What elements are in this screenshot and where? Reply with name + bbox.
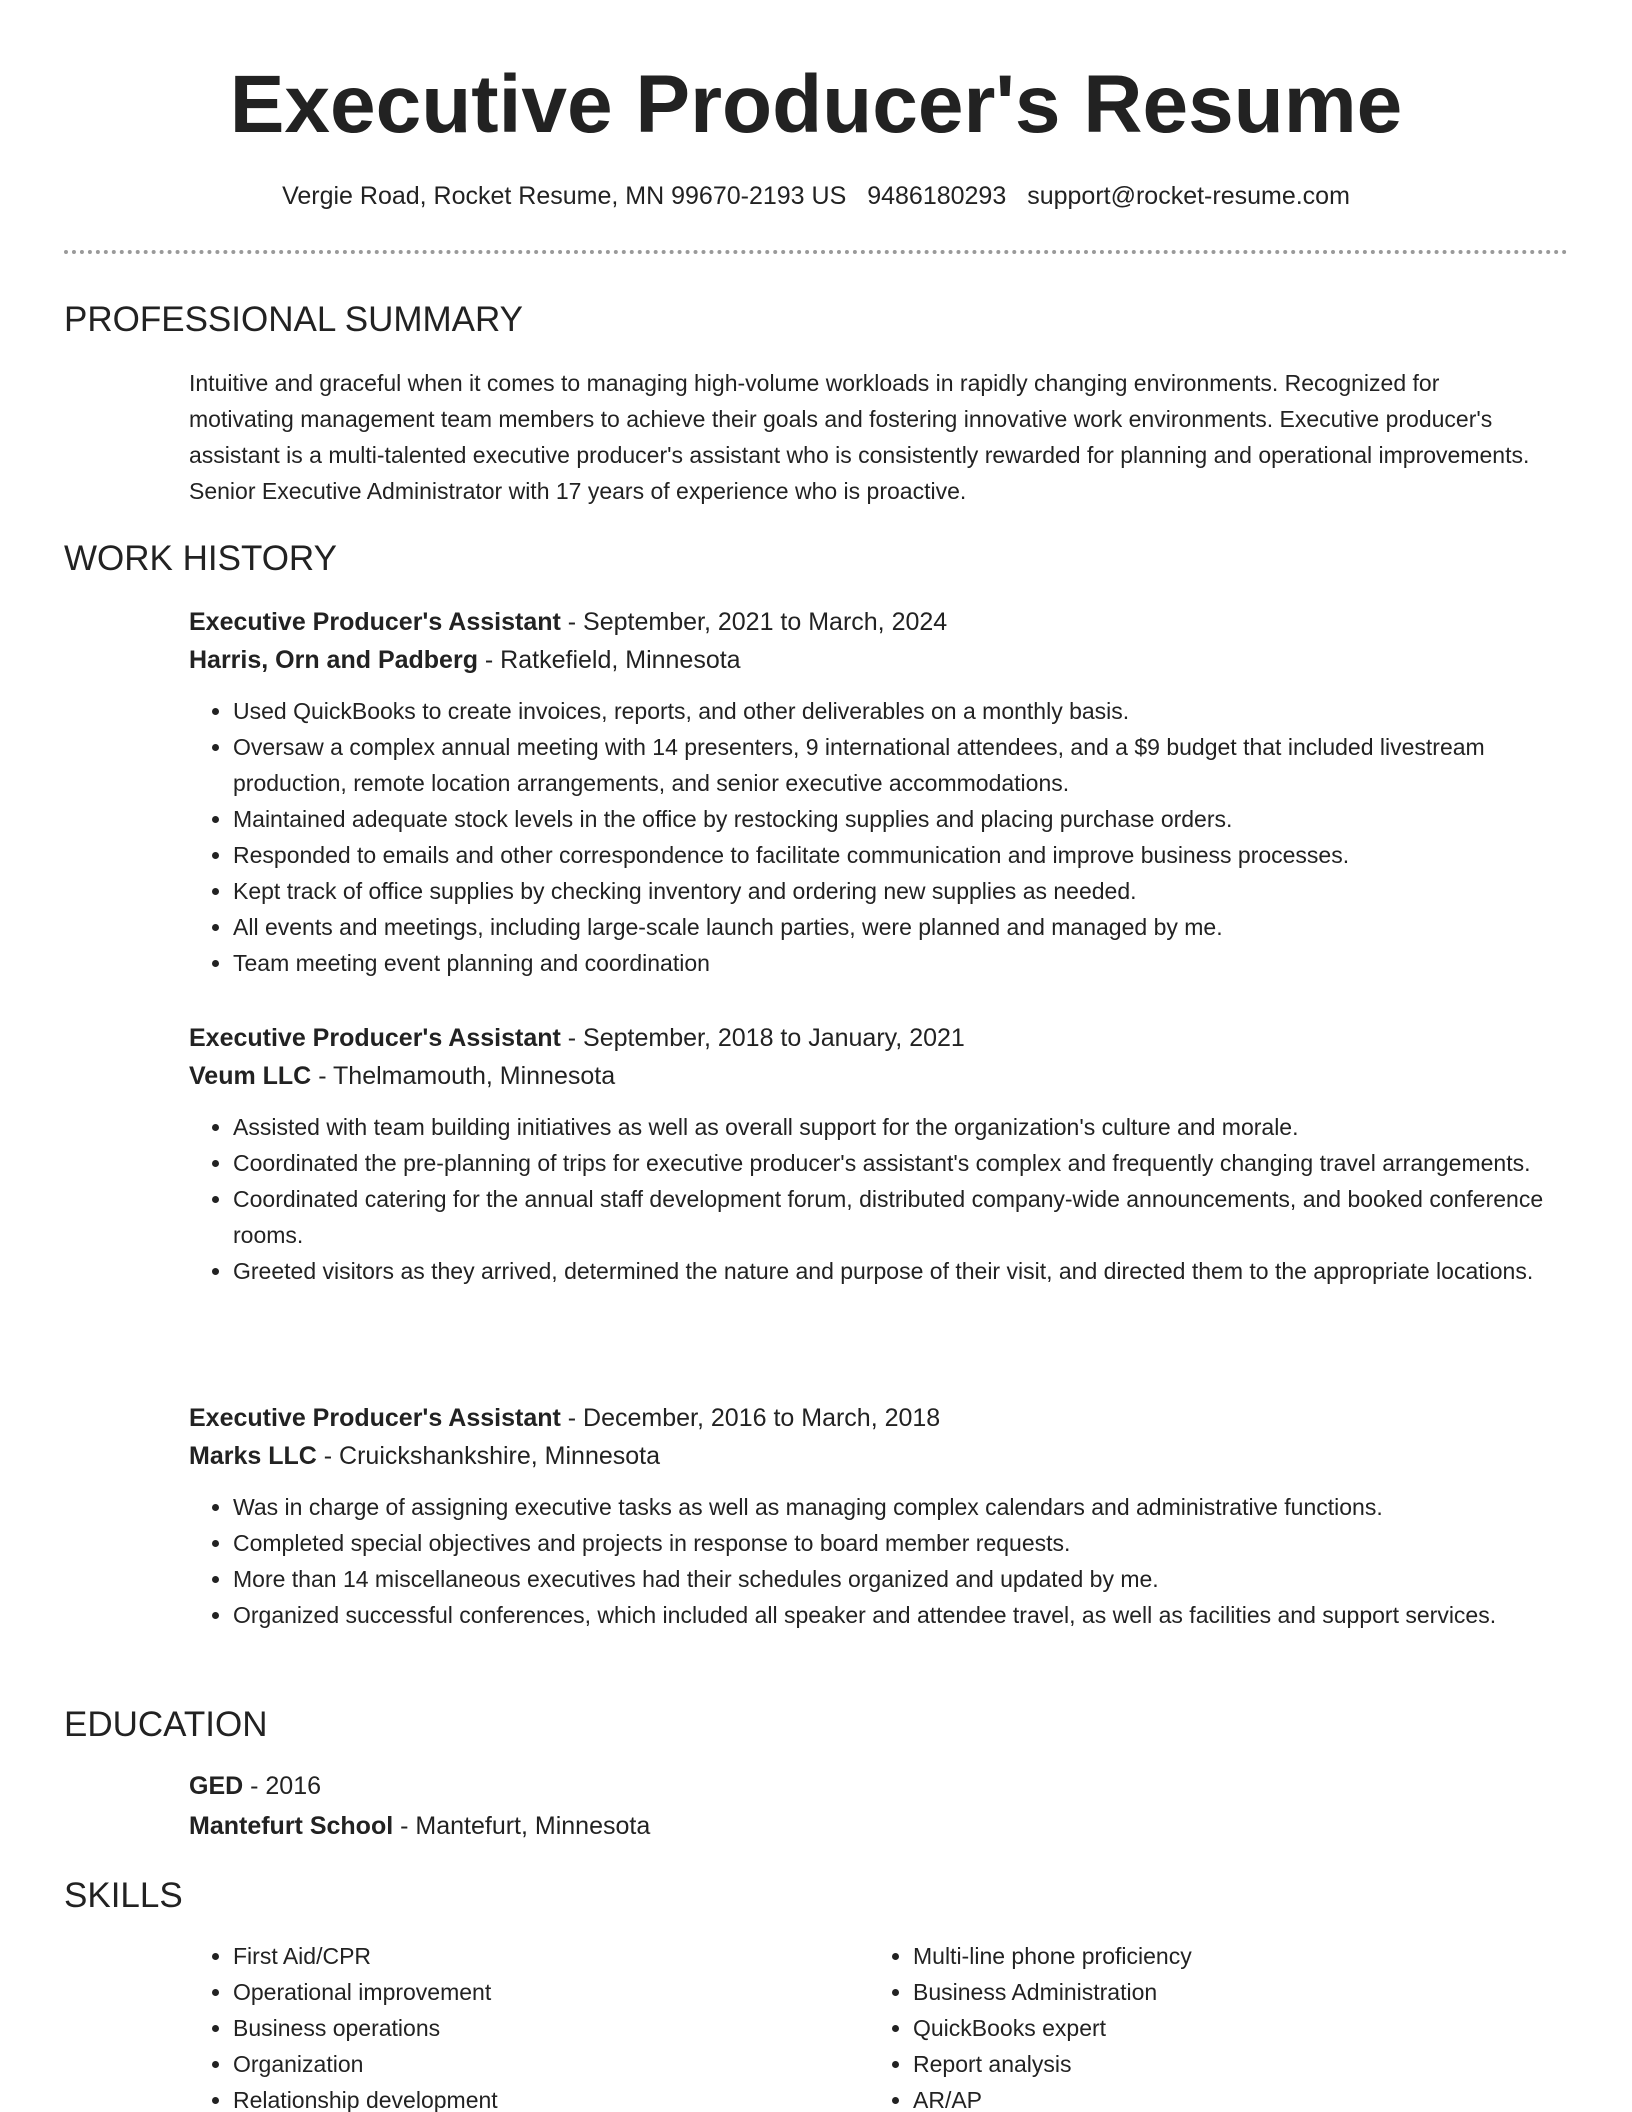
job-company: Harris, Orn and Padberg bbox=[189, 646, 478, 674]
section-title-education: EDUCATION bbox=[64, 1705, 268, 1744]
job-title: Executive Producer's Assistant bbox=[189, 1404, 561, 1432]
skill-item: • AR/AP bbox=[913, 2082, 1192, 2112]
job-entry bbox=[189, 1019, 1549, 1289]
job-bullet: • Used QuickBooks to create invoices, reports, and other deliverables on a monthly basis. bbox=[233, 693, 1549, 729]
job-bullet: • All events and meetings, including large-scale launch parties, were planned and managed by me. bbox=[233, 909, 1549, 945]
job-location: - Ratkefield, Minnesota bbox=[477, 646, 741, 674]
education-year: - 2016 bbox=[243, 1772, 322, 1800]
skill-item: • QuickBooks expert bbox=[913, 2010, 1192, 2046]
job-bullet: • Responded to emails and other correspondence to facilitate communication and improve business processes. bbox=[233, 837, 1549, 873]
job-bullets bbox=[189, 693, 1549, 981]
contact-line bbox=[0, 180, 1632, 212]
job-dates: - December, 2016 to March, 2018 bbox=[560, 1404, 941, 1432]
skill-item: • Relationship development bbox=[233, 2082, 498, 2112]
resume-title: Executive Producer's Resume bbox=[229, 59, 1403, 150]
skill-item: • Multi-line phone proficiency bbox=[913, 1938, 1192, 1974]
job-company: Marks LLC bbox=[189, 1442, 317, 1470]
job-title-line bbox=[189, 603, 1549, 641]
job-bullet: • Kept track of office supplies by checking inventory and ordering new supplies as needed. bbox=[233, 873, 1549, 909]
skill-item: • Business operations bbox=[233, 2010, 498, 2046]
job-bullet: • Assisted with team building initiatives as well as overall support for the organization's culture and morale. bbox=[233, 1109, 1549, 1145]
job-bullet: • Coordinated catering for the annual staff development forum, distributed company-wide announcements, and booked conference rooms. bbox=[233, 1181, 1549, 1253]
skills-column-left bbox=[189, 1938, 498, 2112]
section-title-summary: PROFESSIONAL SUMMARY bbox=[64, 300, 523, 339]
job-title-line bbox=[189, 1399, 1549, 1437]
job-bullet: • Oversaw a complex annual meeting with 14 presenters, 9 international attendees, and a $9 budget that included livestream production, remote location arrangements, and senior executive accommodations. bbox=[233, 729, 1549, 801]
job-title: Executive Producer's Assistant bbox=[189, 1024, 561, 1052]
contact-phone: 9486180293 bbox=[867, 182, 1007, 210]
section-title-work-history: WORK HISTORY bbox=[64, 539, 337, 578]
job-dates: - September, 2018 to January, 2021 bbox=[560, 1024, 965, 1052]
skills-column-right bbox=[869, 1938, 1192, 2112]
job-bullet: • Organized successful conferences, which included all speaker and attendee travel, as well as facilities and support services. bbox=[233, 1597, 1549, 1633]
education-degree: GED bbox=[189, 1772, 244, 1800]
job-title: Executive Producer's Assistant bbox=[189, 608, 561, 636]
job-bullets bbox=[189, 1489, 1549, 1633]
job-bullet: • Completed special objectives and projects in response to board member requests. bbox=[233, 1525, 1549, 1561]
job-dates: - September, 2021 to March, 2024 bbox=[560, 608, 948, 636]
contact-address: Vergie Road, Rocket Resume, MN 99670-2193 US bbox=[282, 182, 847, 210]
job-entry bbox=[189, 1399, 1549, 1633]
job-company-line bbox=[189, 1437, 1549, 1475]
job-location: - Thelmamouth, Minnesota bbox=[311, 1062, 616, 1090]
job-bullet: • Was in charge of assigning executive tasks as well as managing complex calendars and administrative functions. bbox=[233, 1489, 1549, 1525]
skill-item: • Organization bbox=[233, 2046, 498, 2082]
education-school: Mantefurt School bbox=[189, 1812, 394, 1840]
job-company-line bbox=[189, 641, 1549, 679]
skills-list-left bbox=[189, 1938, 498, 2112]
skill-item: • Report analysis bbox=[913, 2046, 1192, 2082]
job-company-line bbox=[189, 1057, 1549, 1095]
job-location: - Cruickshankshire, Minnesota bbox=[316, 1442, 661, 1470]
header-divider bbox=[64, 250, 1568, 254]
job-bullet: • Team meeting event planning and coordination bbox=[233, 945, 1549, 981]
section-title-skills: SKILLS bbox=[64, 1876, 183, 1915]
job-title-line bbox=[189, 1019, 1549, 1057]
education-school-line bbox=[189, 1807, 1549, 1845]
education-degree-line bbox=[189, 1767, 1549, 1805]
skill-item: • Business Administration bbox=[913, 1974, 1192, 2010]
skill-item: • Operational improvement bbox=[233, 1974, 498, 2010]
job-bullets bbox=[189, 1109, 1549, 1289]
job-entry bbox=[189, 603, 1549, 981]
job-bullet: • Greeted visitors as they arrived, determined the nature and purpose of their visit, and directed them to the appropriate locations. bbox=[233, 1253, 1549, 1289]
job-bullet: • Coordinated the pre-planning of trips for executive producer's assistant's complex and frequently changing travel arrangements. bbox=[233, 1145, 1549, 1181]
job-bullet: • More than 14 miscellaneous executives had their schedules organized and updated by me. bbox=[233, 1561, 1549, 1597]
education-location: - Mantefurt, Minnesota bbox=[393, 1812, 651, 1840]
skill-item: • First Aid/CPR bbox=[233, 1938, 498, 1974]
job-bullet: • Maintained adequate stock levels in the office by restocking supplies and placing purchase orders. bbox=[233, 801, 1549, 837]
education-entry bbox=[189, 1767, 1549, 1845]
skills-block bbox=[189, 1938, 1549, 2112]
summary-block bbox=[189, 365, 1549, 509]
job-company: Veum LLC bbox=[189, 1062, 312, 1090]
summary-text: Intuitive and graceful when it comes to managing high-volume workloads in rapidly changing environments. Recognized for motivating management team members to achieve their goals and fostering innovative work environments. Executive producer's assistant is a multi-talented executive producer's assistant who is consistently rewarded for planning and operational improvements. Senior Executive Administrator with 17 years of experience who is proactive. bbox=[189, 370, 1530, 504]
skills-list-right bbox=[869, 1938, 1192, 2112]
contact-email: support@rocket-resume.com bbox=[1027, 182, 1350, 210]
